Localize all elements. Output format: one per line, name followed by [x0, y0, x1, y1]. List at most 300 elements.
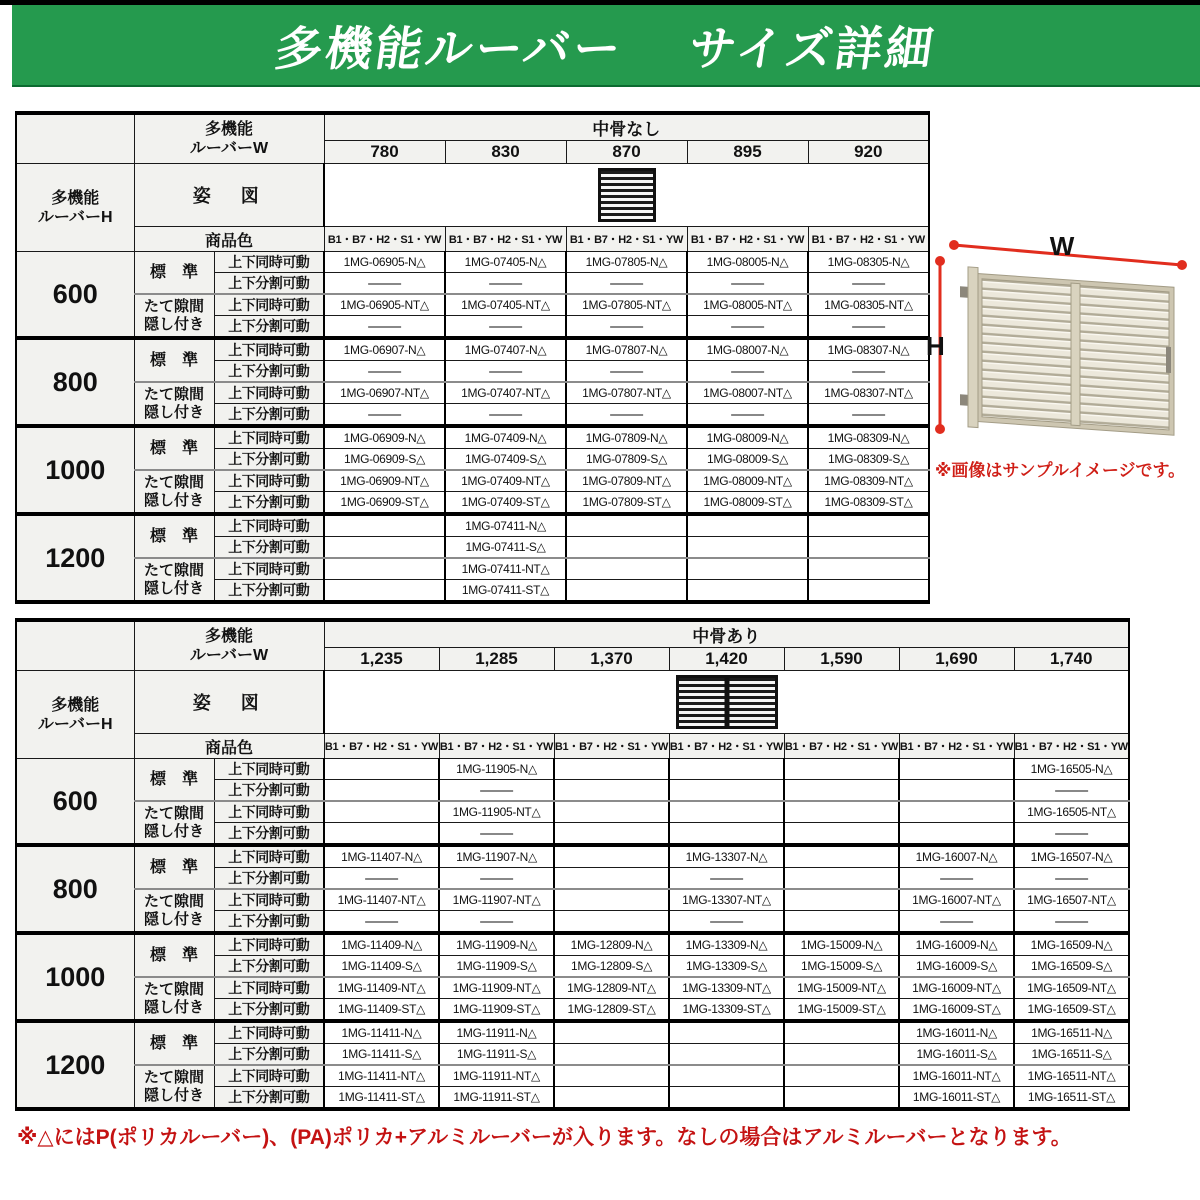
- product-code-cell: 1MG-16511-N△: [1014, 1021, 1129, 1044]
- group-header: 中骨なし: [324, 113, 929, 141]
- product-code-cell: [445, 361, 566, 383]
- movement-label: 上下分割可動: [214, 273, 324, 295]
- product-code-cell: [566, 580, 687, 603]
- product-code-cell: [439, 823, 554, 846]
- color-code-cell: B1・B7・H2・S1・YW: [784, 734, 899, 759]
- product-code-cell: 1MG-16509-N△: [1014, 933, 1129, 956]
- height-label: 800: [16, 338, 134, 426]
- product-code-cell: 1MG-13309-ST△: [669, 999, 784, 1022]
- product-code-cell: 1MG-07805-NT△: [566, 294, 687, 316]
- product-code-cell: 1MG-16009-NT△: [899, 977, 1014, 999]
- product-code-cell: 1MG-07409-ST△: [445, 492, 566, 515]
- height-label: 800: [16, 845, 134, 933]
- category-label-standard: 標 準: [134, 514, 214, 558]
- product-code-cell: [687, 580, 808, 603]
- product-code-cell: [784, 823, 899, 846]
- product-code-cell: 1MG-12809-NT△: [554, 977, 669, 999]
- product-code-cell: [899, 780, 1014, 802]
- product-code-cell: [669, 780, 784, 802]
- category-label-gap-hidden: たて隙間 隠し付き: [134, 977, 214, 1021]
- product-code-cell: 1MG-11409-ST△: [324, 999, 439, 1022]
- product-code-cell: [669, 759, 784, 780]
- product-code-cell: [687, 273, 808, 295]
- product-code-cell: [1014, 823, 1129, 846]
- product-code-cell: 1MG-08007-NT△: [687, 382, 808, 404]
- movement-label: 上下分割可動: [214, 911, 324, 934]
- product-code-cell: [784, 1087, 899, 1110]
- product-code-cell: [566, 558, 687, 580]
- product-code-cell: [784, 759, 899, 780]
- product-code-cell: [784, 889, 899, 911]
- dash: —: [610, 362, 643, 380]
- product-code-cell: 1MG-07807-N△: [566, 338, 687, 361]
- category-label-standard: 標 準: [134, 252, 214, 295]
- product-code-cell: 1MG-07411-S△: [445, 537, 566, 559]
- dash: —: [365, 912, 398, 930]
- product-code-cell: [324, 361, 445, 383]
- product-code-cell: [784, 780, 899, 802]
- movement-label: 上下分割可動: [214, 999, 324, 1022]
- dash: —: [731, 274, 764, 292]
- movement-label: 上下分割可動: [214, 361, 324, 383]
- dash: —: [710, 912, 743, 930]
- product-code-cell: [899, 868, 1014, 890]
- dash: —: [368, 362, 401, 380]
- page-header-banner: [12, 5, 1200, 87]
- dash: —: [480, 912, 513, 930]
- category-label-gap-hidden: たて隙間 隠し付き: [134, 558, 214, 602]
- movement-label: 上下分割可動: [214, 1044, 324, 1066]
- movement-label: 上下同時可動: [214, 514, 324, 537]
- dash: —: [610, 405, 643, 423]
- product-code-cell: [439, 868, 554, 890]
- movement-label: 上下分割可動: [214, 823, 324, 846]
- product-code-cell: [566, 361, 687, 383]
- category-label-standard: 標 準: [134, 933, 214, 977]
- product-code-cell: 1MG-11911-N△: [439, 1021, 554, 1044]
- width-header-cell: 870: [566, 141, 687, 164]
- size-table-no-center-rail: [15, 111, 930, 604]
- product-code-cell: 1MG-12809-ST△: [554, 999, 669, 1022]
- product-code-cell: 1MG-08305-N△: [808, 252, 929, 273]
- product-code-cell: 1MG-08309-N△: [808, 426, 929, 449]
- dash: —: [368, 405, 401, 423]
- product-code-cell: 1MG-16011-N△: [899, 1021, 1014, 1044]
- product-code-cell: [1014, 868, 1129, 890]
- product-code-cell: [554, 868, 669, 890]
- product-code-cell: [808, 514, 929, 537]
- product-code-cell: [669, 1087, 784, 1110]
- page-title: 多機能ルーバー サイズ詳細: [271, 21, 940, 75]
- dash: —: [480, 869, 513, 887]
- size-table-with-center-rail: [15, 618, 1130, 1111]
- dash: —: [940, 869, 973, 887]
- product-code-cell: 1MG-16011-NT△: [899, 1065, 1014, 1087]
- product-code-cell: 1MG-11409-NT△: [324, 977, 439, 999]
- product-code-cell: [784, 801, 899, 823]
- category-label-standard: 標 準: [134, 426, 214, 470]
- louver-illustration: [924, 225, 1196, 447]
- product-code-cell: 1MG-13307-NT△: [669, 889, 784, 911]
- category-label-gap-hidden: たて隙間 隠し付き: [134, 382, 214, 426]
- category-label-standard: 標 準: [134, 338, 214, 382]
- movement-label: 上下同時可動: [214, 338, 324, 361]
- product-code-cell: 1MG-07409-NT△: [445, 470, 566, 492]
- product-code-cell: [669, 911, 784, 934]
- product-code-cell: 1MG-07409-S△: [445, 449, 566, 471]
- product-code-cell: 1MG-07411-NT△: [445, 558, 566, 580]
- product-code-cell: 1MG-11909-ST△: [439, 999, 554, 1022]
- product-code-cell: [554, 889, 669, 911]
- product-code-cell: 1MG-07807-NT△: [566, 382, 687, 404]
- dash: —: [610, 274, 643, 292]
- footnote: ※△にはP(ポリカルーバー)、(PA)ポリカ+アルミルーバーが入ります。なしの場合はアルミルーバーとなります。: [17, 1126, 1072, 1149]
- product-code-cell: [687, 558, 808, 580]
- color-code-cell: B1・B7・H2・S1・YW: [554, 734, 669, 759]
- movement-label: 上下同時可動: [214, 933, 324, 956]
- product-code-cell: [554, 801, 669, 823]
- product-code-cell: 1MG-11907-NT△: [439, 889, 554, 911]
- height-label: 1200: [16, 514, 134, 602]
- product-code-cell: 1MG-15009-S△: [784, 956, 899, 978]
- product-code-cell: [1014, 911, 1129, 934]
- product-code-cell: [324, 780, 439, 802]
- product-code-cell: [899, 759, 1014, 780]
- product-code-cell: 1MG-08009-S△: [687, 449, 808, 471]
- product-code-cell: [784, 868, 899, 890]
- movement-label: 上下分割可動: [214, 404, 324, 427]
- width-header-cell: 1,690: [899, 648, 1014, 671]
- product-code-cell: 1MG-07409-N△: [445, 426, 566, 449]
- product-code-cell: 1MG-07809-N△: [566, 426, 687, 449]
- height-dimension-label: H: [926, 331, 945, 361]
- product-code-cell: 1MG-13309-S△: [669, 956, 784, 978]
- product-code-cell: [439, 780, 554, 802]
- product-code-cell: 1MG-07407-N△: [445, 338, 566, 361]
- product-code-cell: [554, 780, 669, 802]
- dash: —: [489, 405, 522, 423]
- product-code-cell: 1MG-16511-S△: [1014, 1044, 1129, 1066]
- dash: —: [480, 824, 513, 842]
- product-code-cell: [445, 404, 566, 427]
- product-code-cell: 1MG-11911-ST△: [439, 1087, 554, 1110]
- product-code-cell: [566, 514, 687, 537]
- product-code-cell: 1MG-07809-NT△: [566, 470, 687, 492]
- product-code-cell: 1MG-07405-N△: [445, 252, 566, 273]
- product-code-cell: 1MG-07809-S△: [566, 449, 687, 471]
- product-code-cell: [669, 801, 784, 823]
- product-code-cell: 1MG-11909-NT△: [439, 977, 554, 999]
- movement-label: 上下分割可動: [214, 868, 324, 890]
- movement-label: 上下分割可動: [214, 537, 324, 559]
- blank-corner-cell: [16, 113, 134, 164]
- product-code-cell: [899, 911, 1014, 934]
- product-code-cell: [687, 514, 808, 537]
- product-code-cell: 1MG-11905-NT△: [439, 801, 554, 823]
- product-code-cell: 1MG-07407-NT△: [445, 382, 566, 404]
- movement-label: 上下同時可動: [214, 801, 324, 823]
- product-code-cell: 1MG-15009-ST△: [784, 999, 899, 1022]
- product-code-cell: [808, 316, 929, 339]
- movement-label: 上下同時可動: [214, 889, 324, 911]
- width-header-cell: 1,235: [324, 648, 439, 671]
- product-code-cell: 1MG-07405-NT△: [445, 294, 566, 316]
- product-code-cell: 1MG-08005-NT△: [687, 294, 808, 316]
- movement-label: 上下同時可動: [214, 1021, 324, 1044]
- product-code-cell: 1MG-15009-N△: [784, 933, 899, 956]
- product-code-cell: 1MG-12809-S△: [554, 956, 669, 978]
- louver-w-header: 多機能 ルーバーW: [134, 113, 324, 164]
- product-code-cell: 1MG-06909-S△: [324, 449, 445, 471]
- height-label: 600: [16, 252, 134, 339]
- color-code-cell: B1・B7・H2・S1・YW: [324, 227, 445, 252]
- product-code-cell: 1MG-06905-N△: [324, 252, 445, 273]
- figure-row-thumbnail-cell: [324, 164, 929, 227]
- product-code-cell: 1MG-16511-NT△: [1014, 1065, 1129, 1087]
- height-label: 600: [16, 759, 134, 846]
- product-code-cell: [808, 558, 929, 580]
- color-code-cell: B1・B7・H2・S1・YW: [808, 227, 929, 252]
- category-label-gap-hidden: たて隙間 隠し付き: [134, 1065, 214, 1109]
- product-code-cell: [687, 361, 808, 383]
- product-code-cell: [808, 537, 929, 559]
- dash: —: [489, 362, 522, 380]
- product-code-cell: [554, 1065, 669, 1087]
- product-code-cell: [669, 868, 784, 890]
- product-code-cell: [1014, 780, 1129, 802]
- product-code-cell: [324, 404, 445, 427]
- dash: —: [940, 912, 973, 930]
- louver-thumbnail: [676, 675, 778, 729]
- product-code-cell: 1MG-12809-N△: [554, 933, 669, 956]
- movement-label: 上下分割可動: [214, 492, 324, 515]
- product-code-cell: 1MG-16007-NT△: [899, 889, 1014, 911]
- product-code-cell: [324, 273, 445, 295]
- movement-label: 上下同時可動: [214, 470, 324, 492]
- movement-label: 上下同時可動: [214, 1065, 324, 1087]
- movement-label: 上下同時可動: [214, 845, 324, 868]
- product-code-cell: 1MG-06905-NT△: [324, 294, 445, 316]
- category-label-gap-hidden: たて隙間 隠し付き: [134, 470, 214, 514]
- product-code-cell: 1MG-16509-ST△: [1014, 999, 1129, 1022]
- product-code-cell: [554, 1044, 669, 1066]
- product-code-cell: 1MG-16511-ST△: [1014, 1087, 1129, 1110]
- product-code-cell: 1MG-16509-NT△: [1014, 977, 1129, 999]
- product-code-cell: [784, 845, 899, 868]
- product-code-cell: 1MG-16007-N△: [899, 845, 1014, 868]
- product-code-cell: [554, 759, 669, 780]
- movement-label: 上下同時可動: [214, 759, 324, 780]
- dash: —: [852, 405, 885, 423]
- product-code-cell: 1MG-16509-S△: [1014, 956, 1129, 978]
- product-code-cell: [324, 911, 439, 934]
- product-code-cell: [784, 1021, 899, 1044]
- product-code-cell: [324, 580, 445, 603]
- product-code-cell: 1MG-11411-S△: [324, 1044, 439, 1066]
- color-row-label: 商品色: [134, 227, 324, 252]
- height-label: 1000: [16, 426, 134, 514]
- product-code-cell: 1MG-08307-N△: [808, 338, 929, 361]
- product-code-cell: 1MG-11411-NT△: [324, 1065, 439, 1087]
- color-code-cell: B1・B7・H2・S1・YW: [445, 227, 566, 252]
- product-code-cell: 1MG-06909-ST△: [324, 492, 445, 515]
- movement-label: 上下同時可動: [214, 382, 324, 404]
- dash: —: [610, 317, 643, 335]
- product-code-cell: 1MG-16011-S△: [899, 1044, 1014, 1066]
- width-header-cell: 1,590: [784, 648, 899, 671]
- product-code-cell: 1MG-07411-ST△: [445, 580, 566, 603]
- dash: —: [480, 781, 513, 799]
- width-header-cell: 895: [687, 141, 808, 164]
- dash: —: [852, 274, 885, 292]
- size-table-with-center-rail-mount: [15, 618, 1200, 1111]
- product-code-cell: 1MG-11409-S△: [324, 956, 439, 978]
- product-code-cell: 1MG-08305-NT△: [808, 294, 929, 316]
- product-code-cell: [566, 404, 687, 427]
- product-code-cell: [324, 537, 445, 559]
- width-dimension-label: W: [1049, 231, 1075, 261]
- movement-label: 上下同時可動: [214, 426, 324, 449]
- product-code-cell: [566, 273, 687, 295]
- movement-label: 上下同時可動: [214, 558, 324, 580]
- product-code-cell: 1MG-11409-N△: [324, 933, 439, 956]
- movement-label: 上下分割可動: [214, 449, 324, 471]
- product-code-cell: 1MG-16505-N△: [1014, 759, 1129, 780]
- product-code-cell: [554, 1087, 669, 1110]
- dash: —: [731, 405, 764, 423]
- category-label-standard: 標 準: [134, 845, 214, 889]
- product-code-cell: 1MG-13309-N△: [669, 933, 784, 956]
- product-code-cell: [324, 823, 439, 846]
- product-code-cell: [324, 801, 439, 823]
- dash: —: [731, 317, 764, 335]
- product-code-cell: [808, 580, 929, 603]
- movement-label: 上下分割可動: [214, 780, 324, 802]
- movement-label: 上下同時可動: [214, 977, 324, 999]
- figure-row-label: 姿 図: [134, 164, 324, 227]
- height-label: 1200: [16, 1021, 134, 1109]
- product-code-cell: [669, 823, 784, 846]
- color-code-cell: B1・B7・H2・S1・YW: [439, 734, 554, 759]
- color-code-cell: B1・B7・H2・S1・YW: [566, 227, 687, 252]
- width-header-cell: 1,285: [439, 648, 554, 671]
- product-code-cell: [784, 1044, 899, 1066]
- product-code-cell: 1MG-08009-ST△: [687, 492, 808, 515]
- figure-row-thumbnail-cell: [324, 671, 1129, 734]
- dash: —: [1055, 912, 1088, 930]
- product-code-cell: 1MG-16507-N△: [1014, 845, 1129, 868]
- dash: —: [1055, 781, 1088, 799]
- product-code-cell: [554, 911, 669, 934]
- product-code-cell: 1MG-11909-N△: [439, 933, 554, 956]
- color-code-cell: B1・B7・H2・S1・YW: [324, 734, 439, 759]
- product-code-cell: [439, 911, 554, 934]
- dash: —: [489, 274, 522, 292]
- dash: —: [489, 317, 522, 335]
- category-label-standard: 標 準: [134, 759, 214, 802]
- product-code-cell: 1MG-08309-NT△: [808, 470, 929, 492]
- color-row-label: 商品色: [134, 734, 324, 759]
- product-code-cell: 1MG-16009-S△: [899, 956, 1014, 978]
- product-code-cell: 1MG-08009-N△: [687, 426, 808, 449]
- product-code-cell: 1MG-11911-S△: [439, 1044, 554, 1066]
- product-code-cell: [669, 1044, 784, 1066]
- movement-label: 上下分割可動: [214, 316, 324, 339]
- louver-thumbnail: [598, 168, 656, 222]
- product-code-cell: 1MG-11407-N△: [324, 845, 439, 868]
- product-code-cell: [324, 316, 445, 339]
- blank-corner-cell: [16, 620, 134, 671]
- product-code-cell: [324, 868, 439, 890]
- product-code-cell: 1MG-06907-NT△: [324, 382, 445, 404]
- movement-label: 上下同時可動: [214, 252, 324, 273]
- product-code-cell: 1MG-06909-NT△: [324, 470, 445, 492]
- product-code-cell: [687, 537, 808, 559]
- louver-w-header: 多機能 ルーバーW: [134, 620, 324, 671]
- width-header-cell: 780: [324, 141, 445, 164]
- product-code-cell: 1MG-07809-ST△: [566, 492, 687, 515]
- product-code-cell: 1MG-08007-N△: [687, 338, 808, 361]
- product-code-cell: 1MG-16011-ST△: [899, 1087, 1014, 1110]
- movement-label: 上下分割可動: [214, 1087, 324, 1110]
- product-code-cell: [566, 316, 687, 339]
- width-header-cell: 1,740: [1014, 648, 1129, 671]
- product-code-cell: [324, 558, 445, 580]
- category-label-standard: 標 準: [134, 1021, 214, 1065]
- product-code-cell: 1MG-11411-N△: [324, 1021, 439, 1044]
- product-code-cell: 1MG-11907-N△: [439, 845, 554, 868]
- product-code-cell: 1MG-11905-N△: [439, 759, 554, 780]
- color-code-cell: B1・B7・H2・S1・YW: [687, 227, 808, 252]
- product-code-cell: 1MG-08005-N△: [687, 252, 808, 273]
- movement-label: 上下分割可動: [214, 580, 324, 603]
- product-code-cell: [687, 404, 808, 427]
- dash: —: [852, 362, 885, 380]
- product-sample-figure: [924, 225, 1196, 481]
- dash: —: [1055, 824, 1088, 842]
- product-code-cell: 1MG-13309-NT△: [669, 977, 784, 999]
- sample-image-caption: ※画像はサンプルイメージです。: [934, 461, 1186, 480]
- louver-h-header: 多機能 ルーバーH: [16, 164, 134, 252]
- product-code-cell: [566, 537, 687, 559]
- product-code-cell: [808, 361, 929, 383]
- product-code-cell: 1MG-06907-N△: [324, 338, 445, 361]
- dash: —: [368, 317, 401, 335]
- table-gap: [15, 604, 1200, 618]
- height-label: 1000: [16, 933, 134, 1021]
- width-header-cell: 830: [445, 141, 566, 164]
- product-code-cell: [899, 801, 1014, 823]
- product-code-cell: [324, 759, 439, 780]
- product-code-cell: 1MG-11411-ST△: [324, 1087, 439, 1110]
- width-header-cell: 920: [808, 141, 929, 164]
- product-code-cell: 1MG-11909-S△: [439, 956, 554, 978]
- product-code-cell: 1MG-08309-S△: [808, 449, 929, 471]
- category-label-gap-hidden: たて隙間 隠し付き: [134, 801, 214, 845]
- product-code-cell: [324, 514, 445, 537]
- product-code-cell: 1MG-07411-N△: [445, 514, 566, 537]
- product-code-cell: 1MG-08307-NT△: [808, 382, 929, 404]
- dash: —: [1055, 869, 1088, 887]
- dash: —: [710, 869, 743, 887]
- product-code-cell: [784, 911, 899, 934]
- dash: —: [368, 274, 401, 292]
- width-header-cell: 1,420: [669, 648, 784, 671]
- width-header-cell: 1,370: [554, 648, 669, 671]
- product-code-cell: 1MG-11911-NT△: [439, 1065, 554, 1087]
- product-code-cell: [554, 845, 669, 868]
- product-code-cell: 1MG-06909-N△: [324, 426, 445, 449]
